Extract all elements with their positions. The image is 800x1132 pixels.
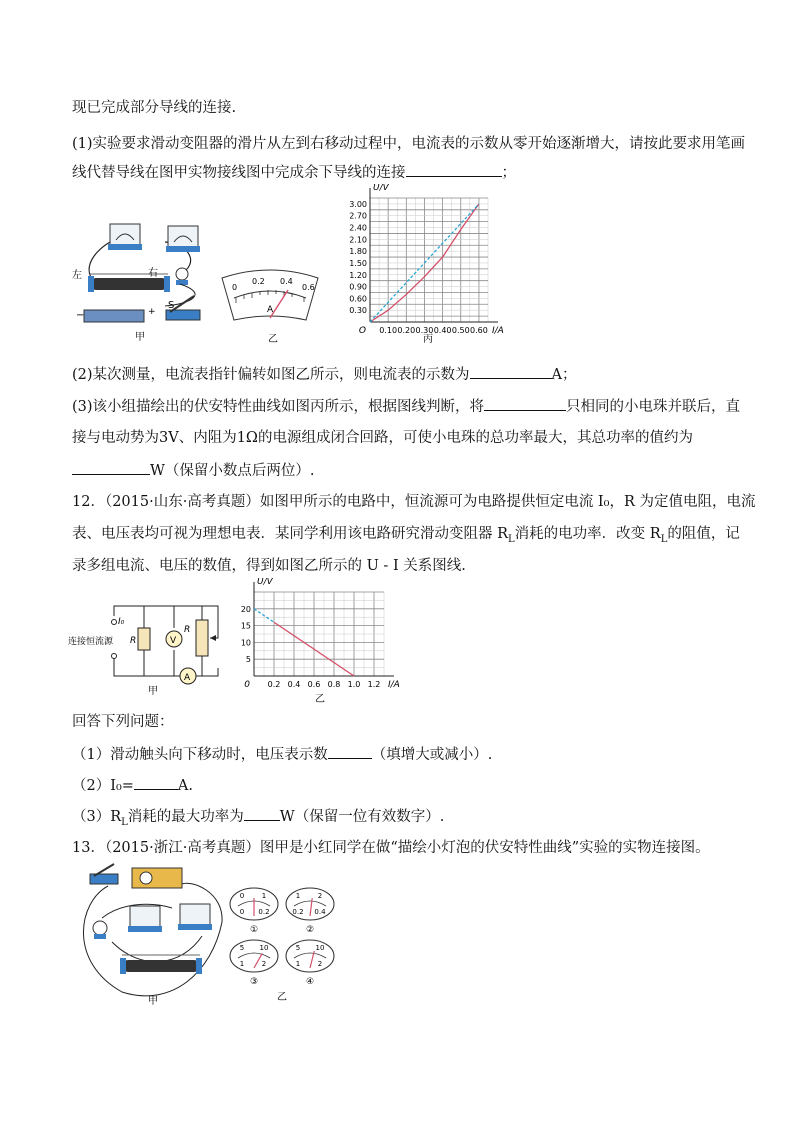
x-tick-label: 0.60 <box>470 326 488 335</box>
q12-a2 <box>72 775 732 796</box>
q11-part3-text-b: 只相同的小电珠并联后，直 <box>566 399 741 415</box>
x-tick-label: 0.30 <box>415 326 434 335</box>
q11-figure-jia <box>70 214 210 344</box>
q12-answer-blank-2[interactable] <box>134 775 178 790</box>
dial-tick-3: 0.6 <box>302 283 315 292</box>
q12-answer-head: 回答下列问题： <box>72 714 174 730</box>
fig-caption: 乙 <box>268 334 278 345</box>
resistor-r <box>138 628 150 650</box>
q12-figure-jia <box>68 598 228 698</box>
fig-caption: 乙 <box>315 694 325 705</box>
q11-answer-blank-3[interactable] <box>484 396 566 411</box>
q12-sub-l2: L <box>660 533 668 545</box>
q11-answer-blank-4[interactable] <box>72 460 150 475</box>
x-tick-label: 0.20 <box>397 326 416 335</box>
x-axis-label: I/A <box>388 680 400 690</box>
meter-number: ② <box>305 925 315 935</box>
y-axis-label: U/V <box>373 184 389 193</box>
origin-label: 0 <box>244 680 250 690</box>
meter-number: ① <box>249 925 259 935</box>
x-tick-label: 0.2 <box>267 680 281 689</box>
q11-part3-text-d: W（保留小数点后两位）. <box>150 463 315 479</box>
meter-number: ④ <box>305 977 315 987</box>
x-axis-label: I/A <box>492 326 504 336</box>
rheostat-icon <box>124 960 198 972</box>
voltmeter-icon <box>130 906 160 928</box>
x-tick-label: 1.0 <box>347 680 361 689</box>
x-tick-label: 1.2 <box>367 680 381 689</box>
y-tick-label: 20 <box>240 604 251 614</box>
q11-part3-line1 <box>72 396 741 417</box>
q12-a3-sub: L <box>121 816 128 828</box>
q11-part1-line1: (1)实验要求滑动变阻器的滑片从左到右移动过程中，电流表的示数从零开始逐渐增大，请按此要求用笔画 <box>72 136 746 152</box>
q11-figure-yi <box>218 268 322 346</box>
fig-caption: 甲 <box>148 996 158 1007</box>
q12-line2 <box>72 524 740 550</box>
bulb-icon <box>93 921 107 935</box>
q11-part2 <box>72 364 732 385</box>
q11-part1-line2 <box>72 162 732 183</box>
dial-tick-1: 0.2 <box>252 277 265 286</box>
bulb-icon <box>176 268 188 280</box>
fig-caption: 丙 <box>423 334 433 345</box>
ammeter-icon <box>110 224 140 246</box>
label-left: 左 <box>72 270 82 281</box>
q11-chart-bing <box>336 184 508 346</box>
y-tick-label: 0.30 <box>349 306 367 316</box>
meter-top-label: 2 <box>317 892 323 900</box>
x-tick-label: 0.10 <box>379 326 398 335</box>
dial-unit: A <box>267 305 274 315</box>
meter-bottom-label: 1 <box>295 960 301 968</box>
meter-number: ③ <box>249 977 259 987</box>
q11-part2-end: A； <box>551 367 577 383</box>
ammeter-icon <box>180 904 210 926</box>
q12-a3-text: 消耗的最大功率为 <box>127 809 244 825</box>
y-tick-label: 15 <box>240 621 251 631</box>
q11-part1-end: ； <box>501 165 516 181</box>
y-tick-label: 2.70 <box>349 211 367 221</box>
y-axis-label: U/V <box>257 578 273 587</box>
label-r: R <box>130 636 137 646</box>
q12-line1: 12．（2015·山东·高考真题）如图甲所示的电路中，恒流源可为电路提供恒定电流 I₀，R 为定值电阻，电流 <box>72 494 756 510</box>
y-tick-label: 2.10 <box>349 235 367 245</box>
source-label: 连接恒流源 <box>68 637 114 647</box>
y-tick-label: 1.20 <box>349 270 367 280</box>
q12-line2-mid: 消耗的电功率．改变 R <box>514 526 661 542</box>
label-minus: − <box>76 310 85 321</box>
x-tick-label: 0.6 <box>307 680 321 689</box>
voltmeter-icon <box>168 226 198 248</box>
meter-top-label: 10 <box>259 944 269 952</box>
label-plus: + <box>148 307 156 317</box>
meter-top-label: 0 <box>239 892 245 900</box>
meter-bottom-label: 0.2 <box>258 908 270 916</box>
meter-bottom-label: 0 <box>239 908 245 916</box>
q12-a1 <box>72 744 732 765</box>
y-tick-label: 10 <box>240 638 251 648</box>
q11-part3-line2: 接与电动势为3V、内阻为1Ω的电源组成闭合回路，可使小电珠的总功率最大，其总功率的值约为 <box>72 430 693 446</box>
q11-answer-blank-2[interactable] <box>470 364 552 379</box>
x-tick-label: 0.8 <box>327 680 341 689</box>
q11-answer-blank-1[interactable] <box>406 162 502 177</box>
x-tick-label: 0.40 <box>433 326 452 335</box>
meter-top-label: 10 <box>315 944 325 952</box>
y-tick-label: 1.80 <box>349 247 367 257</box>
q12-a2-end: A. <box>177 778 194 794</box>
q12-answer-blank-1[interactable] <box>328 744 372 759</box>
meter-top-label: 5 <box>295 944 301 952</box>
q12-a1-text: （1）滑动触头向下移动时，电压表示数 <box>72 747 328 763</box>
meter-top-label: 1 <box>261 892 267 900</box>
q12-a3-pre: （3）R <box>72 809 122 825</box>
fig-caption: 乙 <box>277 992 287 1003</box>
fig-caption: 甲 <box>135 332 145 343</box>
q13-figure-jia <box>72 862 232 1010</box>
label-rl: R <box>184 625 191 635</box>
y-tick-label: 5 <box>245 655 251 665</box>
dial-tick-0: 0 <box>232 283 238 292</box>
y-tick-label: 0.90 <box>349 282 367 292</box>
x-tick-label: 0.4 <box>287 680 301 689</box>
q12-chart-yi <box>236 578 410 706</box>
q13-line1: 13．（2015·浙江·高考真题）图甲是小红同学在做“描绘小灯泡的伏安特性曲线”实验的实物连接图。 <box>72 840 710 856</box>
meter-bottom-label: 2 <box>317 960 323 968</box>
label-switch: S <box>168 300 175 311</box>
fig-caption: 甲 <box>148 686 158 697</box>
q12-a3 <box>72 806 732 833</box>
meter-bottom-label: 1 <box>239 960 245 968</box>
q11-part3-line3 <box>72 460 732 481</box>
y-tick-label: 1.50 <box>349 258 367 268</box>
meter-bottom-label: 0.2 <box>292 908 304 916</box>
label-v: V <box>170 636 177 646</box>
q12-line2-text: 表、电压表均可视为理想电表．某同学利用该电路研究滑动变阻器 R <box>72 526 509 542</box>
q12-answer-blank-3[interactable] <box>244 806 280 821</box>
q13-figure-yi <box>226 884 340 1004</box>
q11-intro: 现已完成部分导线的连接. <box>72 100 237 116</box>
q12-line2-end: 的阻值，记 <box>667 526 740 542</box>
meter-top-label: 1 <box>295 892 301 900</box>
q11-part3-text-a: (3)该小组描绘出的伏安特性曲线如图丙所示，根据图线判断，将 <box>72 399 485 415</box>
q12-a2-text: （2）I₀= <box>72 778 134 794</box>
meter-top-label: 5 <box>239 944 245 952</box>
meter-bottom-label: 2 <box>261 960 267 968</box>
origin-label: O <box>358 326 366 336</box>
label-a: A <box>184 673 191 683</box>
rheostat-rl <box>196 620 208 656</box>
label-right: 右 <box>148 268 158 279</box>
label-i0: I₀ <box>118 617 125 627</box>
x-tick-label: 0.50 <box>451 326 470 335</box>
y-tick-label: 2.40 <box>349 223 367 233</box>
q12-sub-l1: L <box>508 533 515 545</box>
q12-line3: 录多组电流、电压的数值，得到如图乙所示的 U - I 关系图线. <box>72 558 466 574</box>
y-tick-label: 0.60 <box>349 294 367 304</box>
q11-part2-text: (2)某次测量，电流表指针偏转如图乙所示，则电流表的示数为 <box>72 367 470 383</box>
dial-tick-2: 0.4 <box>280 277 293 286</box>
meter-bottom-label: 0.4 <box>314 908 326 916</box>
battery-icon <box>84 310 144 322</box>
rheostat-icon <box>92 278 166 290</box>
q11-part1-text: 线代替导线在图甲实物接线图中完成余下导线的连接 <box>72 165 406 181</box>
q12-a1-end: （填增大或减小）. <box>371 747 493 763</box>
y-tick-label: 3.00 <box>349 199 367 209</box>
q12-a3-end: W（保留一位有效数字）. <box>279 809 445 825</box>
